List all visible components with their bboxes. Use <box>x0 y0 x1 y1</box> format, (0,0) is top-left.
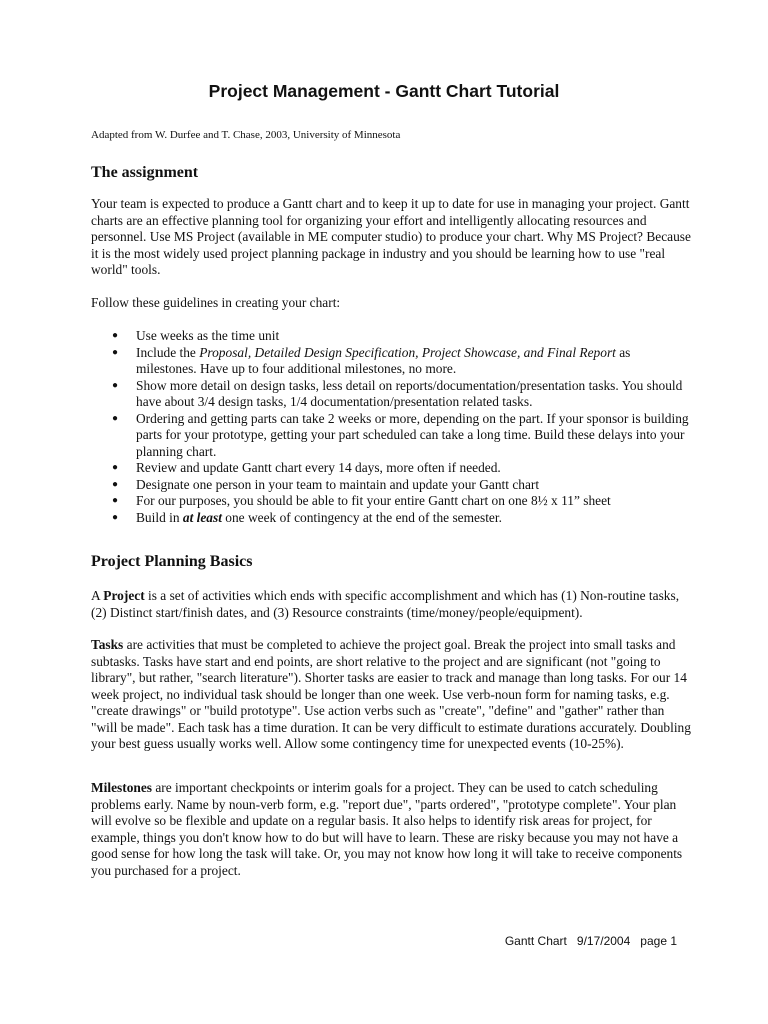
milestones-text: are important checkpoints or interim goals for a project. They can be used to catch scheduling problems early. Name by noun-verb form, e.g. "report due", "parts ordered", "prototype complete". Your plan will evolve so be flexible and update on a regular basis. It also helps to identify risk areas for project, for example, things you don't know how to do but will have to learn. These are risky because you may not have a good sense for how long the task will take. Or, you may not know how long it will take to receive components you purchased for a project. <box>91 780 683 878</box>
list-item-text-post: as milestones. Have up to four additional milestones, no more. <box>136 344 631 376</box>
footer-page-number: page 1 <box>640 934 677 948</box>
page-footer <box>505 934 677 949</box>
project-text-pre: A <box>91 588 104 603</box>
bullet-dot-icon: ● <box>112 412 119 424</box>
bullet-dot-icon: ● <box>112 346 119 358</box>
list-item-text: For our purposes, you should be able to fit your entire Gantt chart on one 8½ x 11” sheet <box>136 493 611 508</box>
list-item-text <box>136 510 691 527</box>
milestones-paragraph <box>91 780 691 879</box>
tasks-term: Tasks <box>91 637 124 652</box>
bullet-dot-icon: ● <box>112 462 119 473</box>
list-item <box>91 510 691 527</box>
bullet-dot-icon: ● <box>112 478 119 490</box>
list-item-text: Use weeks as the time unit <box>136 328 280 343</box>
bullet-dot-icon: ● <box>112 495 119 506</box>
list-item-text-pre: Include the <box>136 344 200 360</box>
list-item-text-pre: Build in <box>136 509 183 525</box>
at-least-emphasis: at least <box>182 509 222 525</box>
bullet-dot-icon: ● <box>112 379 119 391</box>
list-item <box>91 345 691 378</box>
bullet-dot-icon: ● <box>112 511 119 523</box>
milestones-term: Milestones <box>91 780 152 795</box>
list-item-text: Designate one person in your team to maintain and update your Gantt chart <box>136 476 540 492</box>
list-item-text: Review and update Gantt chart every 14 days, more often if needed. <box>136 460 501 475</box>
attribution-line: Adapted from W. Durfee and T. Chase, 2003, University of Minnesota <box>91 129 401 141</box>
page-title: Project Management - Gantt Chart Tutorial <box>208 81 560 101</box>
milestones-italic-text: Proposal, Detailed Design Specification, Project Showcase, and Final Report <box>199 344 616 360</box>
list-item <box>91 477 691 494</box>
guidelines-lead-paragraph: Follow these guidelines in creating your chart: <box>91 295 341 310</box>
list-item <box>91 493 691 510</box>
list-item-text-post: one week of contingency at the end of the semester. <box>221 509 502 525</box>
list-item <box>91 378 691 411</box>
assignment-intro-paragraph: Your team is expected to produce a Gantt chart and to keep it up to date for use in managing your project. Gantt charts are an effective planning tool for organizing your effort and intelligently allocating resources and personnel. Use MS Project (available in ME computer studio) to produce your chart. Why MS Project? Because it is the most widely used project planning package in industry and you should be learning how to use "real world" tools. <box>91 196 691 277</box>
list-item-text: Show more detail on design tasks, less detail on reports/documentation/presentation tasks. You should have about 3/4 design tasks, 1/4 documentation/presentation related tasks. <box>136 377 683 409</box>
tasks-text: are activities that must be completed to achieve the project goal. Break the project into small tasks and subtasks. Tasks have start and end points, are short relative to the project and are significant (not "going to library", but rather, "search literature"). Shorter tasks are easier to track and manage than long tasks. For our 14 week project, no individual task should be longer than one week. Use verb-noun form for naming tasks, e.g. "create drawings" or "build prototype". Use action verbs such as "create", "define" and "gather" rather than "will be made". Each task has a time duration. It can be very difficult to estimate durations accurately. Doubling your best guess usually works well. Allow some contingency time for unexpected events (10-25%). <box>91 637 691 751</box>
tasks-paragraph <box>91 637 691 753</box>
section-heading-basics: Project Planning Basics <box>91 553 253 570</box>
list-item-text <box>136 345 691 378</box>
project-definition-paragraph <box>91 588 691 621</box>
project-text: is a set of activities which ends with specific accomplishment and which has (1) Non-routine tasks, (2) Distinct start/finish dates, and (3) Resource constraints (time/money/people/equipment). <box>91 588 680 620</box>
guidelines-list <box>91 328 691 526</box>
list-item <box>91 411 691 461</box>
project-term: Project <box>103 588 145 603</box>
list-item <box>91 460 691 477</box>
footer-date: 9/17/2004 <box>576 934 631 948</box>
section-heading-assignment: The assignment <box>91 164 199 181</box>
bullet-dot-icon: ● <box>112 330 119 341</box>
footer-doc-name: Gantt Chart <box>504 934 567 948</box>
list-item <box>91 328 691 345</box>
list-item-text: Ordering and getting parts can take 2 weeks or more, depending on the part. If your sponsor is building parts for your prototype, getting your part scheduled can take a long time. Build these delays into your planning chart. <box>136 410 689 459</box>
